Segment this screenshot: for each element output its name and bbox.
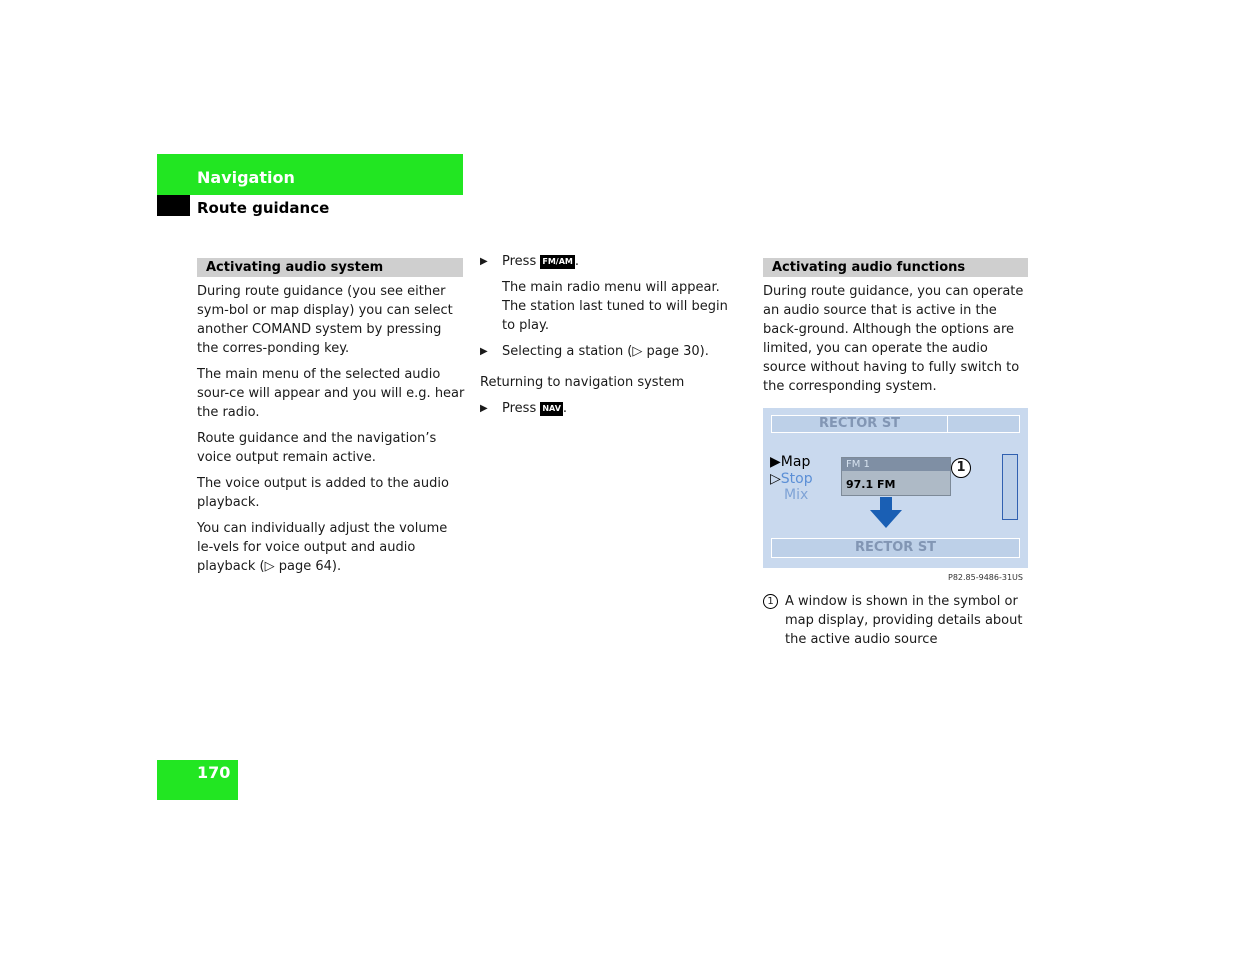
paragraph: The main menu of the selected audio sour-ce will appear and you will e.g. hear the radio. xyxy=(197,367,465,420)
caption-number: 1 xyxy=(763,594,778,609)
section-heading-audio-system: Activating audio system xyxy=(197,258,463,277)
top-street-bar: RECTOR ST xyxy=(771,415,948,433)
column-3-text xyxy=(763,282,1028,403)
nav-key: NAV xyxy=(540,402,563,416)
paragraph: You can individually adjust the volume le-vels for voice output and audio playback (▷ page 64). xyxy=(197,521,448,574)
instruction-suffix: . xyxy=(574,254,579,269)
instruction-text: Selecting a station (▷ page 30). xyxy=(502,344,709,359)
menu-item-map: ▶Map xyxy=(770,454,811,470)
instruction-press-nav xyxy=(480,399,742,418)
section-title: Navigation xyxy=(197,168,295,187)
subsection-title: Route guidance xyxy=(197,199,330,217)
figure-caption xyxy=(763,592,1028,649)
bottom-street-bar: RECTOR ST xyxy=(771,538,1020,558)
subsection-marker xyxy=(157,195,190,216)
column-1-text xyxy=(197,282,465,583)
fm-frequency: 97.1 FM xyxy=(846,478,896,491)
paragraph: The voice output is added to the audio playback. xyxy=(197,476,449,510)
column-2-text xyxy=(480,252,742,425)
down-arrow-icon xyxy=(870,497,903,529)
menu-item-mix: Mix xyxy=(784,487,809,503)
instruction-suffix: . xyxy=(562,401,568,416)
top-right-bar xyxy=(947,415,1020,433)
paragraph: During route guidance, you can operate an audio source that is active in the back-ground. Although the options are limited, you can operate the audio source without having to fully switch to the corresponding system. xyxy=(763,284,1024,394)
triangle-right-icon: ▶ xyxy=(480,403,488,414)
audio-source-window xyxy=(841,457,951,496)
triangle-right-icon: ▶ xyxy=(480,346,488,357)
paragraph: During route guidance (you see either sym-bol or map display) you can select another COMAND system by pressing the corres-ponding key. xyxy=(197,284,453,356)
result-text: The main radio menu will appear. The station last tuned to will begin to play. xyxy=(502,280,728,333)
subheading-return: Returning to navigation system xyxy=(480,375,685,390)
display-illustration xyxy=(763,408,1028,568)
figure-code: P82.85-9486-31US xyxy=(948,573,1023,582)
instruction-select-station xyxy=(480,342,742,361)
callout-1: 1 xyxy=(951,456,971,478)
caption-text: A window is shown in the symbol or map display, providing details about the active audio source xyxy=(785,594,1023,647)
menu-item-stop: ▷Stop xyxy=(770,471,813,487)
triangle-outline-icon: ▷ xyxy=(770,471,781,487)
instruction-prefix: Press xyxy=(502,401,537,416)
scale-bar xyxy=(1002,454,1018,520)
selected-triangle-icon: ▶ xyxy=(770,454,781,470)
instruction-press-fm-am xyxy=(480,252,742,271)
paragraph: Route guidance and the navigation’s voice output remain active. xyxy=(197,431,437,465)
section-heading-audio-functions: Activating audio functions xyxy=(763,258,1028,277)
instruction-prefix: Press xyxy=(502,254,537,269)
page-number: 170 xyxy=(197,763,231,782)
fm-band-label: FM 1 xyxy=(842,458,950,471)
triangle-right-icon: ▶ xyxy=(480,256,488,267)
fm-am-key: FM/AM xyxy=(540,255,575,269)
